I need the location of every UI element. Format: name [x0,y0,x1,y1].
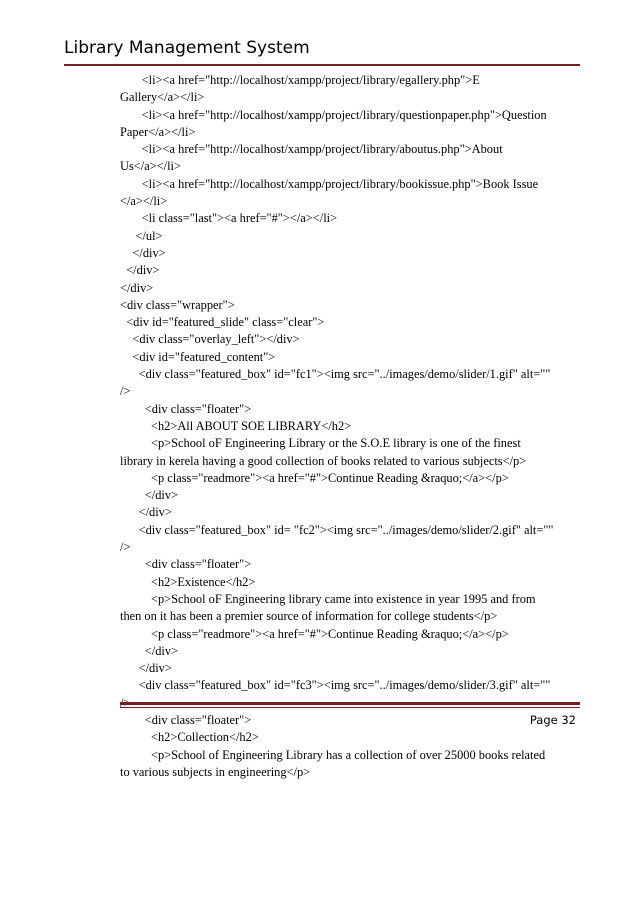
code-line: </div> [120,488,179,503]
code-line: <p class="readmore"><a href="#">Continue Reading &raquo;</a></p> [120,470,509,485]
code-line: <li><a href="http://localhost/xampp/project/library/questionpaper.php">Question [120,107,547,122]
code-line: <p>School oF Engineering Library or the S.O.E library is one of the finest [120,436,521,451]
code-line: <h2>All ABOUT SOE LIBRARY</h2> [120,418,352,433]
code-line: </a></li> [120,194,168,209]
code-line: <li class="last"><a href="#"></a></li> [120,211,338,226]
footer-divider [120,702,580,705]
code-line: <p class="readmore"><a href="#">Continue Reading &raquo;</a></p> [120,626,509,641]
code-line: </div> [120,643,179,658]
code-line: </div> [120,505,172,520]
footer-divider-thin [120,707,580,708]
code-line: <h2>Existence</h2> [120,574,256,589]
code-line: library in kerela having a good collection of books related to various subjects</p> [120,453,527,468]
code-line: then on it has been a premier source of information for college students</p> [120,609,498,624]
code-line: /> [120,384,131,399]
code-line: <div id="featured_content"> [120,349,276,364]
code-line: <div class="floater"> [120,557,252,572]
code-line: <p>School of Engineering Library has a collection of over 25000 books related [120,747,546,762]
code-line: <div class="featured_box" id= "fc2"><img src="../images/demo/slider/2.gif" alt="" [120,522,554,537]
code-line: <div class="wrapper"> [120,297,235,312]
code-line: Paper</a></li> [120,124,196,139]
code-line: <div class="floater"> [120,401,252,416]
code-line: <div class="overlay_left"></div> [120,332,300,347]
code-line: <div class="floater"> [120,712,252,727]
code-line: <div class="featured_box" id="fc1"><img src="../images/demo/slider/1.gif" alt="" [120,367,551,382]
code-line: Us</a></li> [120,159,181,174]
code-line: <div class="featured_box" id="fc3"><img src="../images/demo/slider/3.gif" alt="" [120,678,551,693]
code-line: <li><a href="http://localhost/xampp/project/library/aboutus.php">About [120,142,503,157]
code-line: <li><a href="http://localhost/xampp/project/library/egallery.php">E [120,73,480,87]
header-divider [64,64,580,66]
code-line: </div> [120,661,172,676]
page-number: Page 32 [529,713,576,727]
code-line: </div> [120,280,154,295]
page-header-title: Library Management System [64,38,310,58]
code-line: </div> [120,263,160,278]
code-listing [120,72,580,781]
code-line: Gallery</a></li> [120,90,205,105]
code-line: <p>School oF Engineering library came into existence in year 1995 and from [120,591,536,606]
code-line: <h2>Collection</h2> [120,730,259,745]
code-line: /> [120,540,131,555]
code-line: to various subjects in engineering</p> [120,764,311,779]
code-line: <li><a href="http://localhost/xampp/project/library/bookissue.php">Book Issue [120,176,539,191]
code-line: <div id="featured_slide" class="clear"> [120,315,325,330]
code-line: </div> [120,245,166,260]
code-line: </ul> [120,228,163,243]
